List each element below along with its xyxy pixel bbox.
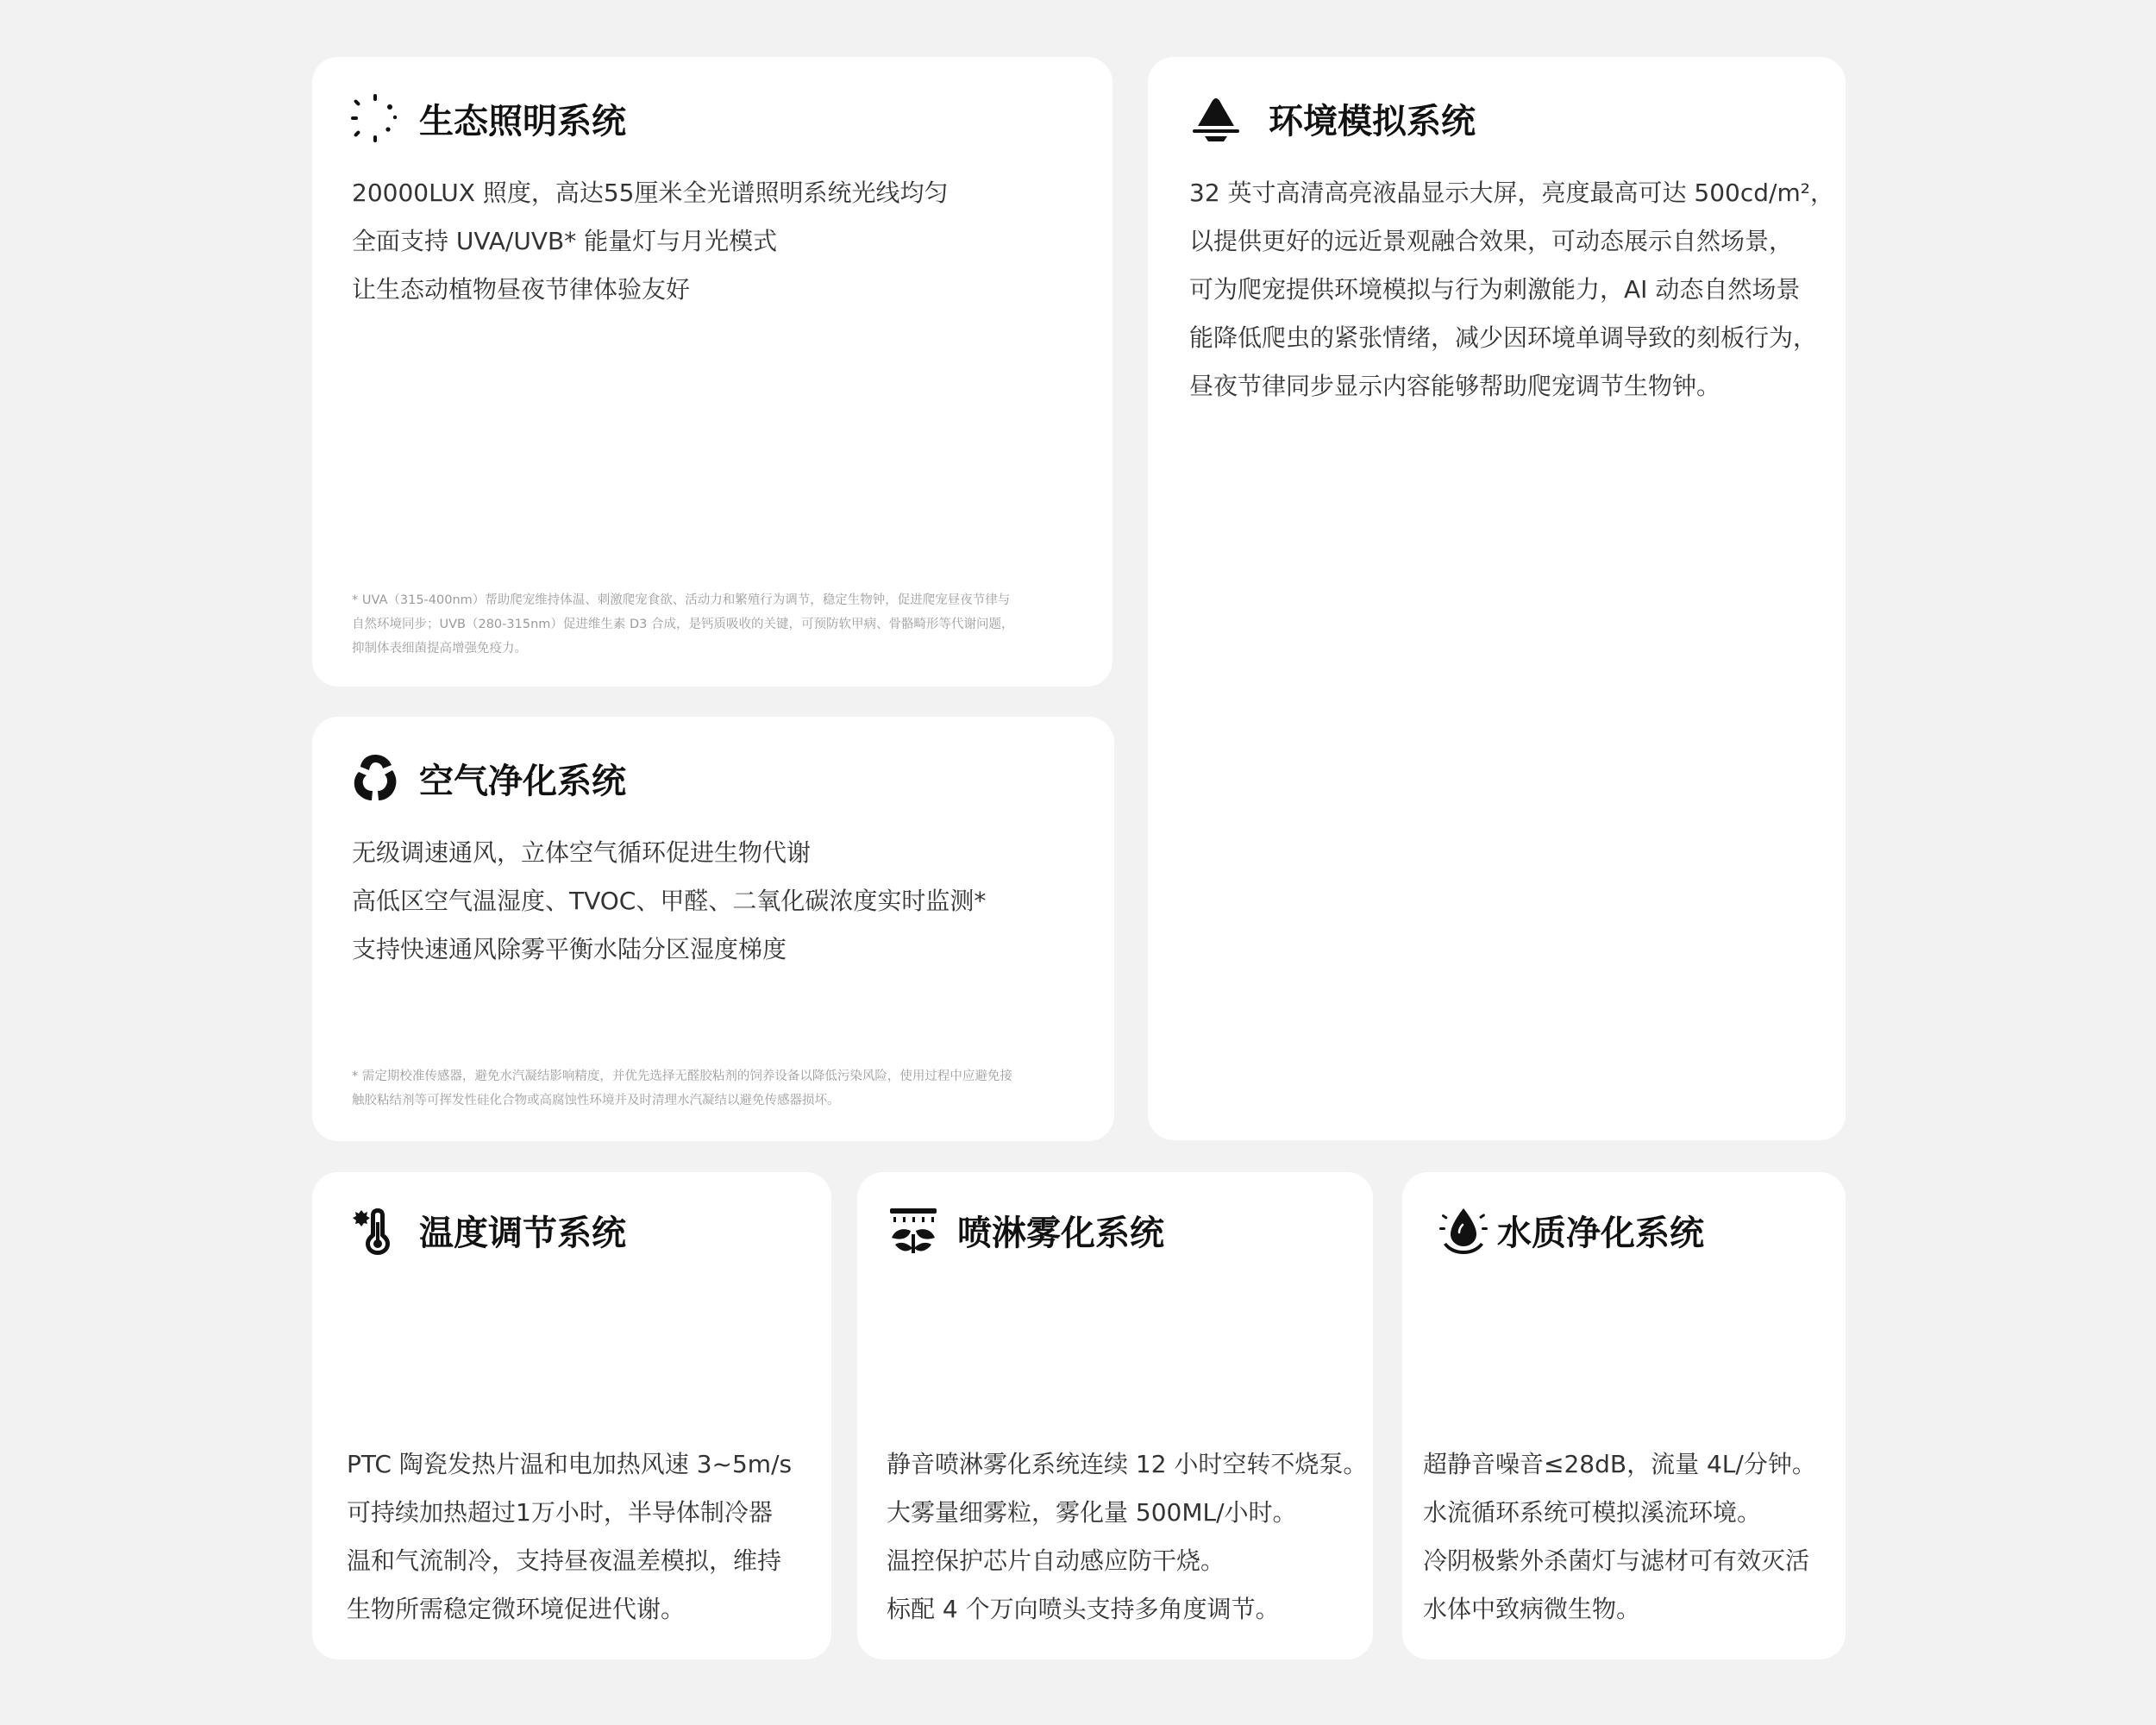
temperature-description	[347, 1440, 792, 1634]
temperature-line: PTC 陶瓷发热片温和电加热风速 3~5m/s	[347, 1450, 793, 1478]
lighting-footnote-line: * UVA（315-400nm）帮助爬宠维持体温、刺激爬宠食欲、活动力和繁殖行为调节，稳定生物钟，促进爬宠昼夜节律与	[352, 593, 1011, 607]
lighting-header	[348, 91, 626, 145]
misting-line: 静音喷淋雾化系统连续 12 小时空转不烧泵。	[887, 1450, 1368, 1478]
water-card	[1402, 1172, 1846, 1659]
misting-description	[887, 1440, 1367, 1634]
air-header	[348, 751, 626, 805]
water-title: 水质净化系统	[1497, 1213, 1704, 1253]
misting-card	[857, 1172, 1373, 1659]
misting-line: 大雾量细雾粒，雾化量 500ML/小时。	[887, 1498, 1297, 1527]
lighting-footnote-line: 抑制体表细菌提高增强免疫力。	[352, 642, 527, 656]
air-title: 空气净化系统	[419, 761, 626, 801]
lighting-footnote-line: 自然环境同步；UVB（280-315nm）促进维生素 D3 合成，是钙质吸收的关键，可预防软甲病、骨骼畸形等代谢问题，	[352, 618, 1014, 631]
air-line: 高低区空气温湿度、TVOC、甲醛、二氧化碳浓度实时监测*	[352, 887, 987, 915]
air-line: 支持快速通风除雾平衡水陆分区湿度梯度	[352, 935, 787, 963]
environment-line: 能降低爬虫的紧张情绪，减少因环境单调导致的刻板行为，	[1189, 323, 1818, 352]
environment-line: 可为爬宠提供环境模拟与行为刺激能力，AI 动态自然场景	[1189, 275, 1801, 304]
temperature-line: 温和气流制冷，支持昼夜温差模拟，维持	[347, 1546, 782, 1575]
lighting-description	[352, 169, 949, 314]
environment-line: 以提供更好的远近景观融合效果，可动态展示自然场景，	[1189, 227, 1794, 255]
temperature-line: 生物所需稳定微环境促进代谢。	[347, 1595, 686, 1623]
misting-header	[887, 1203, 1164, 1257]
temperature-line: 可持续加热超过1万小时，半导体制冷器	[347, 1498, 773, 1527]
temperature-card	[312, 1172, 831, 1659]
lighting-title: 生态照明系统	[419, 101, 626, 141]
environment-line: 32 英寸高清高亮液晶显示大屏，亮度最高可达 500cd/m²，	[1189, 179, 1834, 207]
sun-moon-icon	[348, 91, 402, 145]
water-description	[1423, 1440, 1816, 1634]
water-line: 水体中致病微生物。	[1423, 1595, 1641, 1623]
lighting-line: 让生态动植物昼夜节律体验友好	[352, 275, 691, 304]
sprinkler-icon	[887, 1203, 940, 1257]
temperature-title: 温度调节系统	[419, 1213, 626, 1253]
water-line: 冷阴极紫外杀菌灯与滤材可有效灭活	[1423, 1546, 1810, 1575]
environment-card	[1148, 57, 1846, 1140]
water-line: 水流循环系统可模拟溪流环境。	[1423, 1498, 1762, 1527]
lighting-footnote	[352, 588, 1013, 661]
air-footnote	[352, 1064, 1012, 1113]
temperature-header	[348, 1203, 626, 1257]
lighting-card	[312, 57, 1112, 687]
air-description	[352, 829, 986, 974]
water-drop-icon	[1437, 1203, 1490, 1257]
misting-line: 标配 4 个万向喷头支持多角度调节。	[887, 1595, 1280, 1623]
environment-line: 昼夜节律同步显示内容能够帮助爬宠调节生物钟。	[1189, 372, 1721, 400]
lighting-line: 全面支持 UVA/UVB* 能量灯与月光模式	[352, 227, 778, 255]
water-header	[1437, 1203, 1704, 1257]
environment-header	[1189, 91, 1476, 145]
environment-description	[1189, 169, 1834, 411]
misting-title: 喷淋雾化系统	[957, 1213, 1164, 1253]
lighting-line: 20000LUX 照度，高达55厘米全光谱照明系统光线均匀	[352, 179, 949, 207]
air-footnote-line: * 需定期校准传感器，避免水汽凝结影响精度，并优先选择无醛胶粘剂的饲养设备以降低污染风险，使用过程中应避免接	[352, 1070, 1012, 1083]
environment-title: 环境模拟系统	[1269, 101, 1476, 141]
air-card	[312, 717, 1114, 1141]
air-line: 无级调速通风，立体空气循环促进生物代谢	[352, 838, 812, 867]
thermometer-icon	[348, 1203, 402, 1257]
mountain-icon	[1189, 91, 1243, 145]
misting-line: 温控保护芯片自动感应防干烧。	[887, 1546, 1225, 1575]
air-footnote-line: 触胶粘结剂等可挥发性硅化合物或高腐蚀性环境并及时清理水汽凝结以避免传感器损坏。	[352, 1094, 840, 1107]
air-circulation-icon	[348, 751, 402, 805]
water-line: 超静音噪音≤28dB，流量 4L/分钟。	[1423, 1450, 1816, 1478]
